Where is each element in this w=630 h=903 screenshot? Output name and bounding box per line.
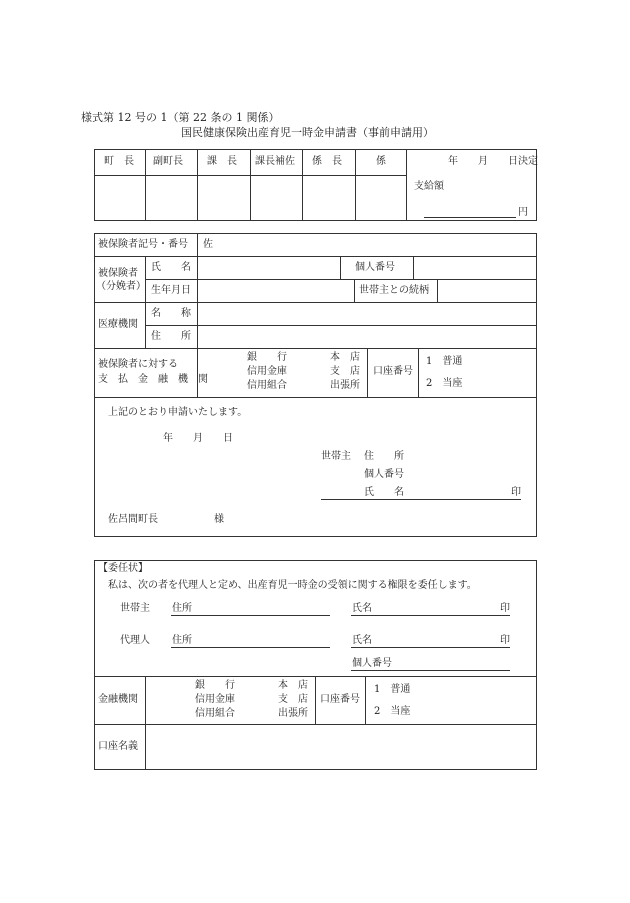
approval-col-assistant-chief: 課長補佐	[255, 156, 295, 167]
delegation-branch-office: 出張所	[278, 708, 308, 719]
payment-amount-line	[424, 217, 516, 218]
delegation-account-number-label: 口座番号	[320, 694, 360, 705]
householder-address-line	[171, 615, 330, 616]
branch-type-main: 本 店	[330, 352, 360, 363]
col-divider	[437, 279, 438, 302]
approval-col-divider	[355, 149, 356, 221]
approval-col-divider	[197, 149, 198, 221]
delegation-account-current: 2 当座	[374, 706, 411, 717]
agent-address: 住所	[172, 635, 192, 646]
bank-type-shinkin: 信用金庫	[247, 366, 287, 377]
delegation-heading: 【委任状】	[98, 563, 148, 574]
row-divider	[94, 724, 537, 725]
statement-text: 上記のとおり申請いたします。	[108, 407, 248, 418]
application-date: 年 月 日	[163, 433, 233, 444]
insured-number-value: 佐	[203, 239, 213, 250]
delegation-bank-type-shinkin: 信用金庫	[195, 694, 235, 705]
birth-date-label: 生年月日	[151, 285, 191, 296]
col-divider	[354, 279, 355, 302]
branch-type-office: 出張所	[330, 380, 360, 391]
account-name-label: 口座名義	[98, 741, 138, 752]
householder-label: 世帯主	[321, 451, 351, 462]
delegation-householder-address: 住所	[172, 603, 192, 614]
insured-person-label: 被保険者	[98, 268, 138, 279]
insured-person-sublabel: （分娩者）	[96, 281, 146, 292]
householder-name-line	[351, 615, 510, 616]
yen-label: 円	[518, 207, 528, 218]
delegation-text: 私は、次の者を代理人と定め、出産育児一時金の受領に関する権限を委任します。	[108, 580, 477, 591]
medical-address-label: 住 所	[151, 331, 191, 342]
delegation-householder-label: 世帯主	[120, 603, 150, 614]
approval-col-staff: 係	[376, 156, 386, 167]
addressee: 佐呂間町長	[108, 514, 158, 525]
col-divider	[340, 256, 341, 279]
bank-label-sub: 支 払 金 融 機 関	[98, 374, 208, 385]
col-divider	[197, 233, 198, 256]
branch-type-branch: 支 店	[330, 366, 360, 377]
householder-personal-number-label: 個人番号	[364, 469, 404, 480]
row-divider	[94, 302, 537, 303]
decision-date: 年 月 日決定	[448, 156, 538, 167]
payment-amount-label: 支給額	[414, 181, 444, 192]
approval-col-divider	[250, 149, 251, 221]
approval-col-divider	[302, 149, 303, 221]
col-divider	[365, 676, 366, 724]
householder-address-label: 住 所	[364, 451, 404, 462]
seal-mark: 印	[511, 487, 521, 498]
agent-address-line	[171, 647, 330, 648]
insured-number-label: 被保険者記号・番号	[98, 239, 188, 250]
account-number-label: 口座番号	[373, 366, 413, 377]
approval-col-divider	[406, 149, 407, 221]
bank-label: 被保険者に対する	[98, 359, 178, 370]
delegation-branch-branch: 支 店	[278, 694, 308, 705]
row-divider	[145, 279, 537, 280]
approval-col-subsection-chief: 係 長	[312, 156, 342, 167]
signature-line	[321, 499, 521, 500]
col-divider	[315, 676, 316, 724]
col-divider	[197, 348, 198, 397]
row-divider	[94, 397, 537, 398]
approval-col-mayor: 町 長	[104, 156, 134, 167]
agent-label: 代理人	[120, 635, 150, 646]
approval-col-section-chief: 課 長	[207, 156, 237, 167]
col-divider	[413, 256, 414, 279]
delegation-householder-name: 氏名	[352, 603, 372, 614]
form-number: 様式第 12 号の 1（第 22 条の 1 関係）	[81, 111, 280, 124]
col-divider	[145, 676, 146, 770]
relation-label: 世帯主との続柄	[359, 285, 429, 296]
row-divider	[145, 325, 537, 326]
medical-name-label: 名 称	[151, 308, 191, 319]
approval-col-deputy-mayor: 副町長	[153, 156, 183, 167]
agent-name: 氏名	[352, 635, 372, 646]
householder-name-label: 氏 名	[364, 487, 404, 498]
row-divider	[94, 256, 537, 257]
agent-personal-number-line	[351, 670, 510, 671]
approval-col-divider	[145, 149, 146, 221]
medical-institution-label: 医療機関	[98, 319, 138, 330]
delegation-account-ordinary: 1 普通	[374, 684, 411, 695]
account-type-ordinary: 1 普通	[426, 356, 463, 367]
delegation-householder-seal: 印	[500, 603, 510, 614]
personal-number-label: 個人番号	[355, 262, 395, 273]
name-label: 氏 名	[151, 262, 191, 273]
addressee-honorific: 様	[214, 514, 224, 525]
col-divider	[418, 348, 419, 397]
delegation-bank-type-kumiai: 信用組合	[195, 708, 235, 719]
col-divider	[197, 256, 198, 348]
agent-personal-number: 個人番号	[352, 658, 392, 669]
row-divider	[94, 348, 537, 349]
col-divider	[367, 348, 368, 397]
delegation-bank-label: 金融機関	[98, 694, 138, 705]
account-type-current: 2 当座	[426, 378, 463, 389]
form-title: 国民健康保険出産育児一時金申請書（事前申請用）	[181, 126, 434, 139]
bank-type-bank: 銀 行	[247, 352, 287, 363]
delegation-bank-type-bank: 銀 行	[195, 680, 235, 691]
agent-name-line	[351, 647, 510, 648]
agent-seal: 印	[500, 635, 510, 646]
bank-type-kumiai: 信用組合	[247, 380, 287, 391]
col-divider	[145, 256, 146, 348]
delegation-branch-main: 本 店	[278, 680, 308, 691]
